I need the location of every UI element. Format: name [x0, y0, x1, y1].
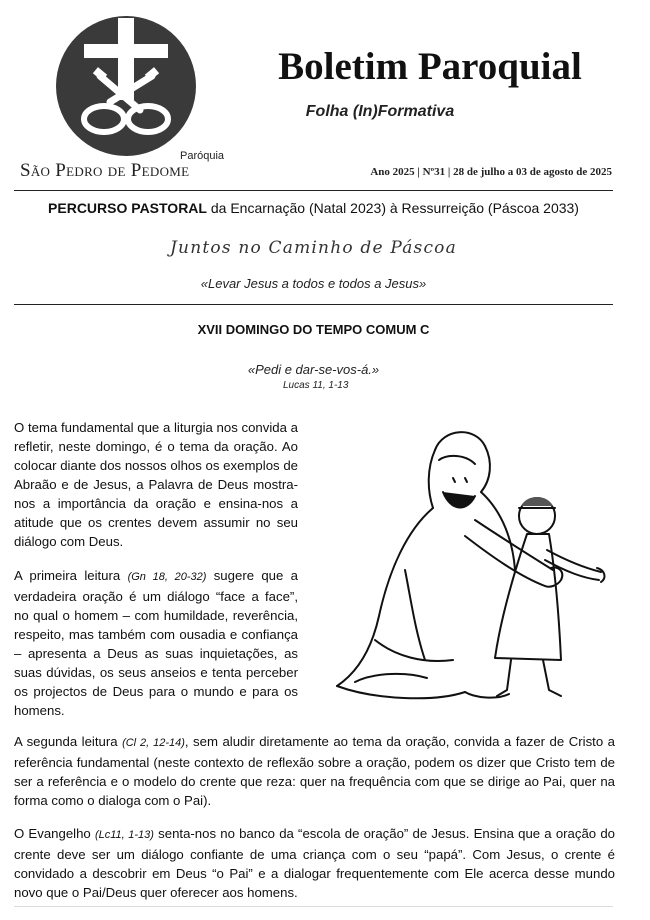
cross-keys-emblem-icon	[56, 14, 196, 164]
pastoral-percurso	[14, 200, 613, 216]
gospel-label: O Evangelho	[14, 826, 91, 841]
gospel-reference: (Lc11, 1-13)	[94, 829, 154, 841]
header-divider	[14, 190, 613, 191]
reading2-paragraph	[14, 732, 615, 810]
reading2-text: , sem aludir diretamente ao tema da oração, convida a fazer de Cristo a referência fundamental (neste contexto de reflexão sobre a oração, podem os dizer que Cristo tem de ser a referência e o modelo do crente que reza: quer na frequência com que se dirige ao Pai, quer na forma como o dialoga com o Pai).	[14, 734, 615, 808]
percurso-rest: da Encarnação (Natal 2023) à Ressurreição (Páscoa 2033)	[206, 200, 579, 216]
gospel-text: senta-nos no banco da “escola de oração” de Jesus. Ensina que a oração do crente deve ser um diálogo confiante de uma criança com o seu “papá”. Com Jesus, o crente é convidado a descobrir em Deus “o Pai” e a dialogar frequentemente com Ele acerca desse mundo novo que o Pai/Deus quer oferecer aos homens.	[14, 826, 615, 900]
bulletin-title: Boletim Paroquial	[278, 45, 582, 88]
sunday-title: XVII DOMINGO DO TEMPO COMUM C	[197, 322, 430, 337]
gospel-quote: «Pedi e dar-se-vos-á.»	[247, 362, 380, 377]
reading2-reference: (Cl 2, 12-14)	[122, 737, 185, 749]
gospel-quote-reference: Lucas 11, 1-13	[283, 380, 349, 391]
section-divider	[14, 304, 613, 305]
reading1-label: A primeira leitura	[14, 568, 121, 583]
percurso-label: PERCURSO PASTORAL	[48, 200, 207, 216]
reading2-label: A segunda leitura	[14, 734, 118, 749]
parish-label: Paróquia	[180, 150, 225, 162]
issue-info: Ano 2025 | Nº31 | 28 de julho a 03 de agosto de 2025	[370, 166, 612, 178]
reading1-paragraph	[14, 566, 298, 720]
gospel-paragraph	[14, 824, 615, 902]
pastoral-theme: Juntos no Caminho de Páscoa	[170, 238, 457, 258]
parish-name: São Pedro de Pedome	[20, 160, 190, 181]
pastoral-motto: «Levar Jesus a todos e todos a Jesus»	[200, 276, 427, 291]
reading1-reference: (Gn 18, 20-32)	[127, 571, 207, 583]
intro-paragraph: O tema fundamental que a liturgia nos convida a refletir, neste domingo, é o tema da oração. Ao colocar diante dos nossos olhos os exemplos de Abraão e de Jesus, a Palavra de Deus mostra-nos a importância da oração e ensina-nos a atitude que os crentes devem assumir no seu diálogo com Deus.	[14, 420, 298, 549]
jesus-with-child-illustration	[315, 420, 620, 720]
reading1-text: sugere que a verdadeira oração é um diálogo “face a face”, no qual o homem – com humildade, reverência, respeito, mas também com ousadia e confiança – apresenta a Deus as suas inquietações, as suas dúvidas, os seus anseios e tenta perceber os projectos de Deus para o mundo e para os homens.	[14, 568, 298, 718]
bulletin-subtitle: Folha (In)Formativa	[305, 103, 455, 120]
page-bottom-edge	[14, 906, 613, 907]
